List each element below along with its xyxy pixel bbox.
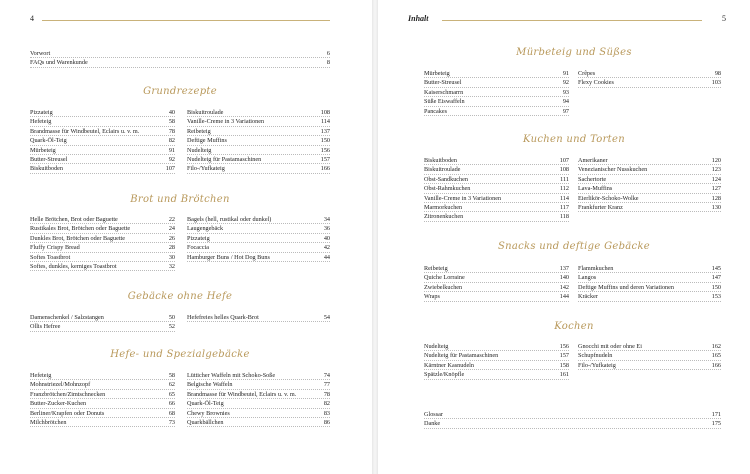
section-heading: Grundrezepte [143,86,217,97]
toc-entry[interactable]: Biskuitboden 107 [30,165,175,173]
toc-entry[interactable]: Vanille-Creme in 3 Variationen 114 [187,118,330,126]
toc-column [424,342,569,380]
left-page [0,0,372,474]
toc-column [578,264,721,302]
toc-entry[interactable]: Brandmasse für Windbeutel, Eclairs u. v. m. 78 [187,390,330,398]
section-heading: Mürbeteig und Süßes [516,47,632,58]
toc-entry[interactable]: Mohnstriezel/Mohnzopf 62 [30,381,175,389]
toc-entry[interactable]: Hamburger Buns / Hot Dog Buns 44 [187,253,330,261]
toc-entry[interactable]: Nudelteig 156 [187,146,330,154]
toc-entry[interactable]: Bagels (hell, rustikal oder dunkel) 34 [187,216,330,223]
toc-column [424,156,569,222]
toc-entry[interactable]: Chewy Brownies 83 [187,409,330,417]
toc-column [30,371,175,427]
toc-entry[interactable]: Süße Eiswaffeln 94 [424,98,569,106]
toc-column [578,156,721,212]
toc-entry[interactable]: Fluffy Crispy Bread 28 [30,244,175,252]
toc-entry[interactable]: Venezianischer Nusskuchen 123 [578,166,721,174]
toc-entry[interactable]: Reibeteig 137 [187,127,330,135]
toc-entry[interactable]: Franzbrötchen/Zimtschnecken 65 [30,390,175,398]
toc-entry[interactable]: Butter-Streusel 92 [424,79,569,87]
toc-entry[interactable]: Belgische Waffeln 77 [187,381,330,389]
toc-column [187,313,330,322]
header-rule-right [442,20,702,21]
toc-entry[interactable]: Butter-Streusel 92 [30,155,175,163]
toc-entry[interactable]: Filo-/Yufkateig 166 [187,165,330,173]
toc-entry[interactable]: Mürbeteig 91 [424,70,569,77]
toc-entry[interactable]: Glossar 171 [424,411,721,418]
toc-entry[interactable]: Flammkuchen 145 [578,265,721,272]
outro-list [424,410,721,429]
toc-entry[interactable]: Biskuitroulade 108 [187,109,330,116]
toc-entry[interactable]: Obst-Rahmkuchen 112 [424,185,569,193]
toc-entry[interactable]: Mürbeteig 91 [30,146,175,154]
intro-list [30,49,330,68]
page-number-left: 4 [30,14,34,23]
toc-entry[interactable]: Zwiebelkuchen 142 [424,283,569,291]
toc-entry[interactable]: Hefefreies helles Quark-Brot 54 [187,314,330,321]
right-page [378,0,750,474]
toc-column [187,215,330,262]
page-number-right: 5 [722,14,726,23]
toc-entry[interactable]: FAQs und Warenkunde 8 [30,59,330,67]
toc-entry[interactable]: Kärntner Kasnudeln 158 [424,361,569,369]
toc-entry[interactable]: Gnocchi mit oder ohne Ei 162 [578,343,721,350]
toc-entry[interactable]: Kräcker 153 [578,293,721,301]
toc-entry[interactable]: Biskuitboden 107 [424,157,569,164]
section-heading: Snacks und deftige Gebäcke [497,241,651,252]
toc-entry[interactable]: Reibeteig 137 [424,265,569,272]
toc-entry[interactable]: Softes Toastbrot 30 [30,253,175,261]
toc-entry[interactable]: Spätzle/Knöpfle 161 [424,371,569,379]
toc-entry[interactable]: Softes, dunkles, kerniges Toastbrot 32 [30,262,175,270]
toc-entry[interactable]: Vanille-Creme in 3 Variationen 114 [424,194,569,202]
toc-entry[interactable]: Lava-Muffins 127 [578,185,721,193]
toc-entry[interactable]: Frankfurter Kranz 130 [578,203,721,211]
toc-entry[interactable]: Berliner/Krapfen oder Donuts 68 [30,409,175,417]
section-heading: Kuchen und Torten [523,134,625,145]
toc-entry[interactable]: Vorwort 6 [30,50,330,57]
toc-entry[interactable]: Flexy Cookies 103 [578,79,721,87]
header-rule-left [42,20,330,21]
toc-entry[interactable]: Deftige Muffins 150 [187,137,330,145]
toc-column [187,108,330,174]
section-heading: Gebäcke ohne Hefe [127,291,233,302]
toc-entry[interactable]: Biskuitroulade 108 [424,166,569,174]
header-label: Inhalt [408,14,429,23]
toc-entry[interactable]: Brandmasse für Windbeutel, Eclairs u. v. m. 78 [30,127,175,135]
toc-entry[interactable]: Pizzateig 40 [30,109,175,116]
toc-entry[interactable]: Hefeteig 58 [30,118,175,126]
section-heading: Brot und Brötchen [130,194,230,205]
toc-entry[interactable]: Quarkbällchen 86 [187,418,330,426]
toc-entry[interactable]: Langos 147 [578,274,721,282]
toc-column [30,215,175,271]
toc-entry[interactable]: Sachertorte 124 [578,175,721,183]
toc-column [578,69,721,88]
toc-entry[interactable]: Filo-/Yufkateig 166 [578,361,721,369]
toc-entry[interactable]: Nudelteig für Pastamaschinen 157 [424,352,569,360]
toc-entry[interactable]: Laugengebäck 36 [187,225,330,233]
toc-entry[interactable]: Schupfnudeln 165 [578,352,721,360]
toc-column [30,313,175,332]
toc-entry[interactable]: Danke 175 [424,420,721,428]
toc-entry[interactable]: Focaccia 42 [187,244,330,252]
toc-entry[interactable]: Helle Brötchen, Brot oder Baguette 22 [30,216,175,223]
toc-entry[interactable]: Obst-Sandkuchen 111 [424,175,569,183]
toc-entry[interactable]: Amerikaner 120 [578,157,721,164]
section-heading: Kochen [554,321,594,332]
toc-entry[interactable]: Deftige Muffins und deren Variationen 150 [578,283,721,291]
toc-entry[interactable]: Quiche Lorraine 140 [424,274,569,282]
toc-entry[interactable]: Ollis Hefree 52 [30,323,175,331]
toc-entry[interactable]: Lütticher Waffeln mit Schoko-Soße 74 [187,372,330,379]
toc-entry[interactable]: Pancakes 97 [424,107,569,115]
toc-entry[interactable]: Wraps 144 [424,293,569,301]
toc-column [187,371,330,427]
toc-entry[interactable]: Eierlikör-Schoko-Wolke 128 [578,194,721,202]
toc-entry[interactable]: Nudelteig 156 [424,343,569,350]
toc-column [578,342,721,370]
toc-entry[interactable]: Crêpes 98 [578,70,721,77]
toc-column [424,69,569,116]
toc-entry[interactable]: Nudelteig für Pastamaschinen 157 [187,155,330,163]
toc-entry[interactable]: Butter-Zucker-Kuchen 66 [30,400,175,408]
toc-entry[interactable]: Quark-Öl-Teig 82 [187,400,330,408]
toc-entry[interactable]: Marmorkuchen 117 [424,203,569,211]
toc-entry[interactable]: Dunkles Brot, Brötchen oder Baguette 26 [30,234,175,242]
toc-entry[interactable]: Pizzateig 40 [187,234,330,242]
toc-column [424,264,569,302]
section-heading: Hefe- und Spezialgebäcke [110,349,250,360]
toc-column [30,108,175,174]
toc-entry[interactable]: Quark-Öl-Teig 82 [30,137,175,145]
toc-entry[interactable]: Rustikales Brot, Brötchen oder Baguette 24 [30,225,175,233]
toc-entry[interactable]: Hefeteig 58 [30,372,175,379]
toc-entry[interactable]: Zitronenkuchen 118 [424,213,569,221]
toc-entry[interactable]: Milchbrötchen 73 [30,418,175,426]
toc-entry[interactable]: Damenschenkel / Salzstangen 50 [30,314,175,321]
toc-entry[interactable]: Kaiserschmarrn 93 [424,88,569,96]
